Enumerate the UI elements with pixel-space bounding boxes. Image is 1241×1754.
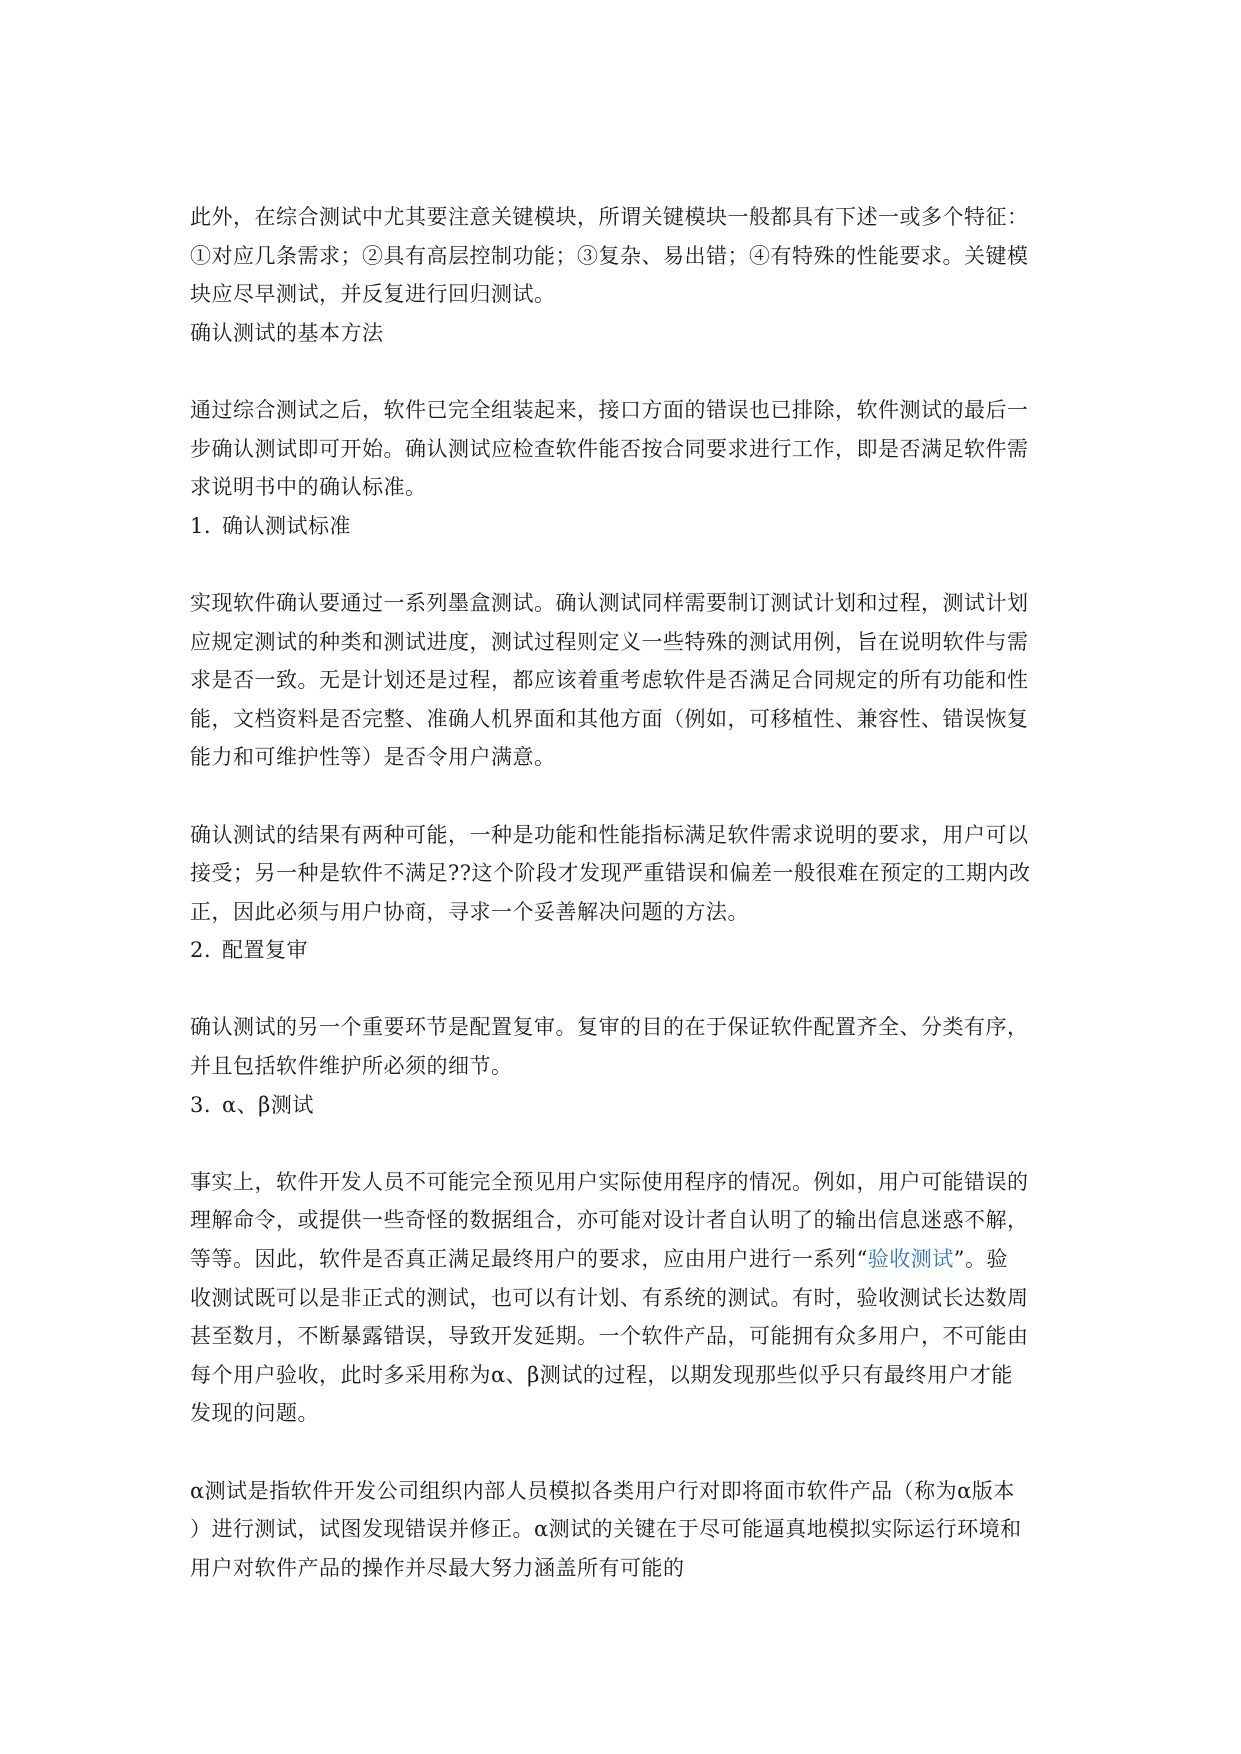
paragraph-gap bbox=[190, 1433, 1052, 1472]
text-line: 能，文档资料是否完整、准确人机界面和其他方面（例如，可移植性、兼容性、错误恢复 bbox=[190, 706, 1029, 731]
text-line: 通过综合测试之后，软件已完全组装起来，接口方面的错误也已排除，软件测试的最后一 bbox=[190, 397, 1029, 422]
heading-text: α、β测试 bbox=[222, 1092, 314, 1117]
text-line: 接受；另一种是软件不满足??这个阶段才发现严重错误和偏差一般很难在预定的工期内改 bbox=[190, 861, 1031, 886]
heading-number: 1. bbox=[190, 513, 212, 538]
text-segment: ”。验 bbox=[953, 1247, 1008, 1272]
text-line: 块应尽早测试，并反复进行回归测试。 bbox=[190, 282, 556, 307]
text-line: α测试是指软件开发公司组织内部人员模拟各类用户行对即将面市软件产品（称为α版本 bbox=[190, 1478, 1015, 1503]
text-line bbox=[190, 1240, 1052, 1279]
facts-paragraph bbox=[190, 1163, 1052, 1433]
text-line: 求是否一致。无是计划还是过程，都应该着重考虑软件是否满足合同规定的所有功能和性 bbox=[190, 668, 1029, 693]
heading-alpha-beta-testing bbox=[190, 1086, 1052, 1125]
text-line: 正，因此必须与用户协商，寻求一个妥善解决问题的方法。 bbox=[190, 899, 749, 924]
section-title: 确认测试的基本方法 bbox=[190, 320, 384, 345]
acceptance-test-link[interactable]: 验收测试 bbox=[867, 1247, 954, 1272]
paragraph-gap bbox=[190, 352, 1052, 391]
text-line: 发现的问题。 bbox=[190, 1401, 319, 1426]
text-line: 步确认测试即可开始。确认测试应检查软件能否按合同要求进行工作，即是否满足软件需 bbox=[190, 436, 1029, 461]
text-line: 应规定测试的种类和测试进度，测试过程则定义一些特殊的测试用例，旨在说明软件与需 bbox=[190, 629, 1029, 654]
text-line: 确认测试的结果有两种可能，一种是功能和性能指标满足软件需求说明的要求，用户可以 bbox=[190, 822, 1029, 847]
overview-paragraph bbox=[190, 391, 1052, 507]
text-line: 事实上，软件开发人员不可能完全预见用户实际使用程序的情况。例如，用户可能错误的 bbox=[190, 1169, 1029, 1194]
text-line: 确认测试的另一个重要环节是配置复审。复审的目的在于保证软件配置齐全、分类有序， bbox=[190, 1015, 1029, 1040]
text-line: ）进行测试，试图发现错误并修正。α测试的关键在于尽可能逼真地模拟实际运行环境和 bbox=[190, 1517, 1022, 1542]
heading-config-review bbox=[190, 931, 1052, 970]
text-line: 理解命令，或提供一些奇怪的数据组合，亦可能对设计者自认明了的输出信息迷惑不解， bbox=[190, 1208, 1029, 1233]
intro-paragraph bbox=[190, 198, 1052, 314]
text-line: 每个用户验收，此时多采用称为α、β测试的过程，以期发现那些似乎只有最终用户才能 bbox=[190, 1362, 1013, 1387]
text-line: 并且包括软件维护所必须的细节。 bbox=[190, 1054, 513, 1079]
text-line: 用户对软件产品的操作并尽最大努力涵盖所有可能的 bbox=[190, 1555, 685, 1580]
text-segment: 等等。因此，软件是否真正满足最终用户的要求，应由用户进行一系列“ bbox=[190, 1247, 868, 1272]
paragraph-gap bbox=[190, 970, 1052, 1009]
heading-number: 2. bbox=[190, 938, 212, 963]
text-line: 甚至数月，不断暴露错误，导致开发延期。一个软件产品，可能拥有众多用户，不可能由 bbox=[190, 1324, 1029, 1349]
paragraph-gap bbox=[190, 1124, 1052, 1163]
results-paragraph bbox=[190, 816, 1052, 932]
paragraph-gap bbox=[190, 545, 1052, 584]
paragraph-gap bbox=[190, 777, 1052, 816]
heading-validation-criteria bbox=[190, 507, 1052, 546]
config-paragraph bbox=[190, 1008, 1052, 1085]
alpha-paragraph bbox=[190, 1472, 1052, 1588]
text-line: 实现软件确认要通过一系列墨盒测试。确认测试同样需要制订测试计划和过程，测试计划 bbox=[190, 590, 1029, 615]
heading-text: 配置复审 bbox=[222, 938, 308, 963]
text-line: 能力和可维护性等）是否令用户满意。 bbox=[190, 745, 556, 770]
text-line: ①对应几条需求；②具有高层控制功能；③复杂、易出错；④有特殊的性能要求。关键模 bbox=[190, 243, 1029, 268]
criteria-paragraph bbox=[190, 584, 1052, 777]
document-body bbox=[190, 198, 1052, 1587]
heading-text: 确认测试标准 bbox=[222, 513, 351, 538]
text-line: 此外，在综合测试中尤其要注意关键模块，所谓关键模块一般都具有下述一或多个特征： bbox=[190, 205, 1029, 229]
heading-number: 3. bbox=[190, 1092, 212, 1117]
text-line: 收测试既可以是非正式的测试，也可以有计划、有系统的测试。有时，验收测试长达数周 bbox=[190, 1285, 1029, 1310]
text-line: 求说明书中的确认标准。 bbox=[190, 475, 427, 500]
